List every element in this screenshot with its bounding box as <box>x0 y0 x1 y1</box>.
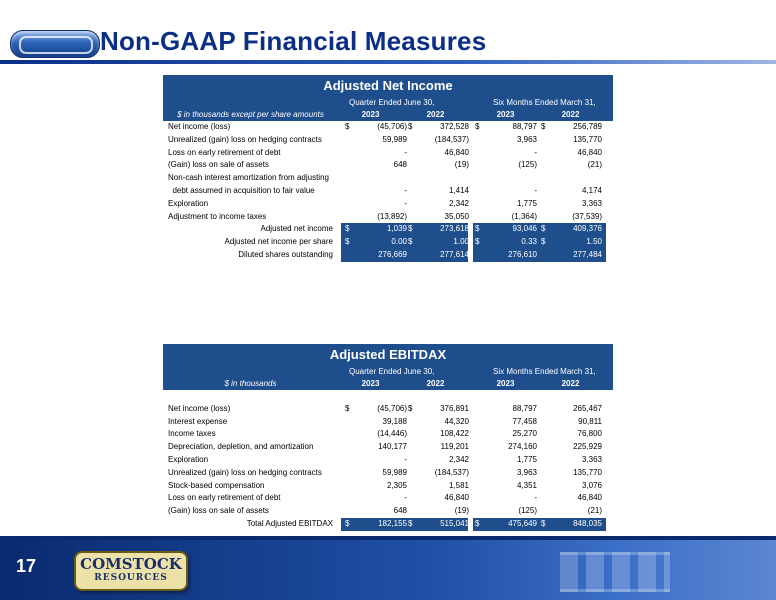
dollar-sign: $ <box>541 237 546 247</box>
value-cell: 76,800 <box>577 429 602 439</box>
value-cell: 3,963 <box>516 467 537 477</box>
comstock-resources-logo <box>74 551 188 591</box>
value-cell: - <box>404 493 407 503</box>
units-label: $ in thousands <box>224 379 277 388</box>
value-cell: 88,797 <box>512 122 537 131</box>
value-cell: 35,050 <box>444 211 469 221</box>
row-label: Stock-based compensation <box>168 480 265 490</box>
table-row <box>163 159 613 172</box>
value-cell: 3,963 <box>516 134 537 144</box>
dollar-sign: $ <box>475 518 480 528</box>
value-cell: 409,376 <box>573 224 602 234</box>
value-cell: 46,840 <box>577 147 602 157</box>
value-cell: 108,422 <box>440 429 469 439</box>
page-number: 17 <box>16 556 37 576</box>
value-cell: 3,363 <box>581 198 602 208</box>
value-cell: - <box>534 147 537 157</box>
dollar-sign: $ <box>408 224 413 234</box>
year-heading: 2023 <box>496 110 515 119</box>
logo-line-1: COMSTOCK <box>80 555 182 573</box>
table-row <box>163 441 613 454</box>
table-row <box>163 403 613 416</box>
row-label: Loss on early retirement of debt <box>168 493 281 503</box>
value-cell: 0.00 <box>391 237 407 247</box>
table-row <box>163 505 613 518</box>
value-cell: 93,046 <box>512 224 537 234</box>
value-cell: 90,811 <box>578 416 602 426</box>
table-row <box>163 454 613 467</box>
adjusted-ebitdax-table <box>163 344 613 531</box>
value-cell: - <box>404 185 407 195</box>
value-cell: 2,342 <box>448 454 469 464</box>
value-cell: (184,537) <box>434 467 469 477</box>
value-cell: 1.50 <box>586 237 602 247</box>
value-cell: 276,610 <box>508 249 537 259</box>
value-cell: 46,840 <box>577 493 602 503</box>
logo-line-2: RESOURCES <box>94 573 168 583</box>
quarter-label: Quarter Ended June 30, <box>349 367 435 376</box>
row-label: Non-cash interest amortization from adjusting <box>168 173 329 183</box>
value-cell: 648 <box>393 506 407 516</box>
year-heading: 2022 <box>561 379 580 388</box>
six-months-label: Six Months Ended March 31, <box>493 98 596 107</box>
value-cell: 273,618 <box>440 224 469 234</box>
value-cell: 46,840 <box>444 493 469 503</box>
row-label: Depreciation, depletion, and amortization <box>168 442 314 452</box>
dollar-sign: $ <box>408 403 413 413</box>
row-label: Net income (loss) <box>168 403 231 413</box>
dollar-sign: $ <box>541 518 546 528</box>
value-cell: 1,775 <box>516 454 537 464</box>
row-label: Exploration <box>168 198 209 208</box>
value-cell: 4,351 <box>516 480 537 490</box>
value-cell: 256,789 <box>573 122 602 131</box>
period-header-row <box>163 97 613 109</box>
value-cell: 46,840 <box>444 147 469 157</box>
value-cell: 1,039 <box>386 224 407 234</box>
row-label: Exploration <box>168 454 209 464</box>
row-label: (Gain) loss on sale of assets <box>168 160 269 170</box>
year-heading: 2022 <box>561 110 580 119</box>
value-cell: 2,342 <box>448 198 469 208</box>
value-cell: 376,891 <box>440 403 469 413</box>
value-cell: 3,363 <box>581 454 602 464</box>
total-label: Total Adjusted EBITDAX <box>246 518 333 528</box>
years-header-row <box>163 378 613 390</box>
value-cell: 77,458 <box>512 416 537 426</box>
dollar-sign: $ <box>408 237 413 247</box>
row-label: Unrealized (gain) loss on hedging contracts <box>168 134 322 144</box>
footer-watermark-icon <box>560 552 670 592</box>
dollar-sign: $ <box>475 224 480 234</box>
value-cell: 1.00 <box>453 237 469 247</box>
value-cell: 39,188 <box>382 416 407 426</box>
total-label: Adjusted net income <box>260 224 333 234</box>
value-cell: - <box>404 147 407 157</box>
table-title: Adjusted Net Income <box>163 75 613 97</box>
value-cell: 265,467 <box>573 403 602 413</box>
total-row <box>163 223 613 236</box>
value-cell: 277,614 <box>440 249 469 259</box>
total-row <box>163 236 613 249</box>
table-row <box>163 480 613 493</box>
value-cell: (37,539) <box>572 211 602 221</box>
total-label: Diluted shares outstanding <box>238 249 333 259</box>
dollar-sign: $ <box>408 122 413 131</box>
year-heading: 2023 <box>496 379 515 388</box>
row-label: Interest expense <box>168 416 228 426</box>
year-heading: 2022 <box>426 379 445 388</box>
row-label: Income taxes <box>168 429 216 439</box>
value-cell: 1,581 <box>448 480 469 490</box>
value-cell: - <box>404 454 407 464</box>
value-cell: 119,201 <box>440 442 469 452</box>
value-cell: (19) <box>454 506 469 516</box>
table-title: Adjusted EBITDAX <box>163 344 613 366</box>
value-cell: 372,528 <box>440 122 469 131</box>
value-cell: 648 <box>393 160 407 170</box>
value-cell: (45,706) <box>377 403 407 413</box>
year-heading: 2023 <box>361 379 380 388</box>
table-row <box>163 467 613 480</box>
dollar-sign: $ <box>408 518 413 528</box>
dollar-sign: $ <box>475 122 480 131</box>
row-label: Unrealized (gain) loss on hedging contracts <box>168 467 322 477</box>
table-row <box>163 198 613 211</box>
table-row <box>163 185 613 198</box>
value-cell: 0.33 <box>521 237 537 247</box>
value-cell: 848,035 <box>573 518 602 528</box>
quarter-label: Quarter Ended June 30, <box>349 98 435 107</box>
value-cell: 140,177 <box>378 442 407 452</box>
row-label: debt assumed in acquisition to fair value <box>168 185 315 195</box>
value-cell: (45,706) <box>377 122 407 131</box>
value-cell: (19) <box>454 160 469 170</box>
years-header-row <box>163 109 613 121</box>
dollar-sign: $ <box>345 237 350 247</box>
value-cell: 1,775 <box>516 198 537 208</box>
value-cell: 277,484 <box>573 249 602 259</box>
year-heading: 2023 <box>361 110 380 119</box>
table-row <box>163 390 613 403</box>
value-cell: (125) <box>518 160 537 170</box>
company-logo-icon <box>10 30 100 58</box>
value-cell: (125) <box>518 506 537 516</box>
value-cell: 59,989 <box>382 134 407 144</box>
value-cell: 4,174 <box>581 185 602 195</box>
table-row <box>163 172 613 185</box>
table-row <box>163 211 613 224</box>
dollar-sign: $ <box>541 122 546 131</box>
table-row <box>163 428 613 441</box>
row-label: Loss on early retirement of debt <box>168 147 281 157</box>
value-cell: 135,770 <box>573 467 602 477</box>
dollar-sign: $ <box>345 224 350 234</box>
header-divider <box>0 60 776 64</box>
value-cell: (184,537) <box>434 134 469 144</box>
value-cell: 182,155 <box>378 518 407 528</box>
value-cell: 135,770 <box>573 134 602 144</box>
page-title: Non-GAAP Financial Measures <box>100 26 487 56</box>
value-cell: 2,305 <box>386 480 407 490</box>
dollar-sign: $ <box>345 518 350 528</box>
value-cell: (14,446) <box>377 429 407 439</box>
value-cell: 225,929 <box>573 442 602 452</box>
row-label: (Gain) loss on sale of assets <box>168 506 269 516</box>
value-cell: 276,669 <box>378 249 407 259</box>
value-cell: 59,989 <box>382 467 407 477</box>
table-row <box>163 492 613 505</box>
dollar-sign: $ <box>475 237 480 247</box>
value-cell: 274,160 <box>508 442 537 452</box>
adjusted-net-income-table <box>163 75 613 262</box>
value-cell: 475,649 <box>508 518 537 528</box>
value-cell: (21) <box>587 160 602 170</box>
value-cell: 44,320 <box>444 416 469 426</box>
value-cell: 25,270 <box>512 429 537 439</box>
year-heading: 2022 <box>426 110 445 119</box>
value-cell: 3,076 <box>581 480 602 490</box>
period-header-row <box>163 366 613 378</box>
table-row <box>163 416 613 429</box>
dollar-sign: $ <box>345 403 350 413</box>
value-cell: - <box>534 493 537 503</box>
total-row <box>163 249 613 262</box>
value-cell: - <box>404 198 407 208</box>
row-label: Adjustment to income taxes <box>168 211 267 221</box>
value-cell: (1,364) <box>511 211 537 221</box>
value-cell: 515,041 <box>440 518 469 528</box>
value-cell: - <box>534 185 537 195</box>
value-cell: (13,892) <box>377 211 407 221</box>
value-cell: 88,797 <box>512 403 537 413</box>
row-label: Net income (loss) <box>168 122 231 131</box>
dollar-sign: $ <box>345 122 350 131</box>
total-label: Adjusted net income per share <box>224 237 333 247</box>
dollar-sign: $ <box>541 224 546 234</box>
value-cell: 1,414 <box>448 185 469 195</box>
total-row <box>163 518 613 531</box>
value-cell: (21) <box>587 506 602 516</box>
six-months-label: Six Months Ended March 31, <box>493 367 596 376</box>
table-row <box>163 121 613 134</box>
table-row <box>163 134 613 147</box>
table-row <box>163 147 613 160</box>
units-label: $ in thousands except per share amounts <box>177 110 324 119</box>
